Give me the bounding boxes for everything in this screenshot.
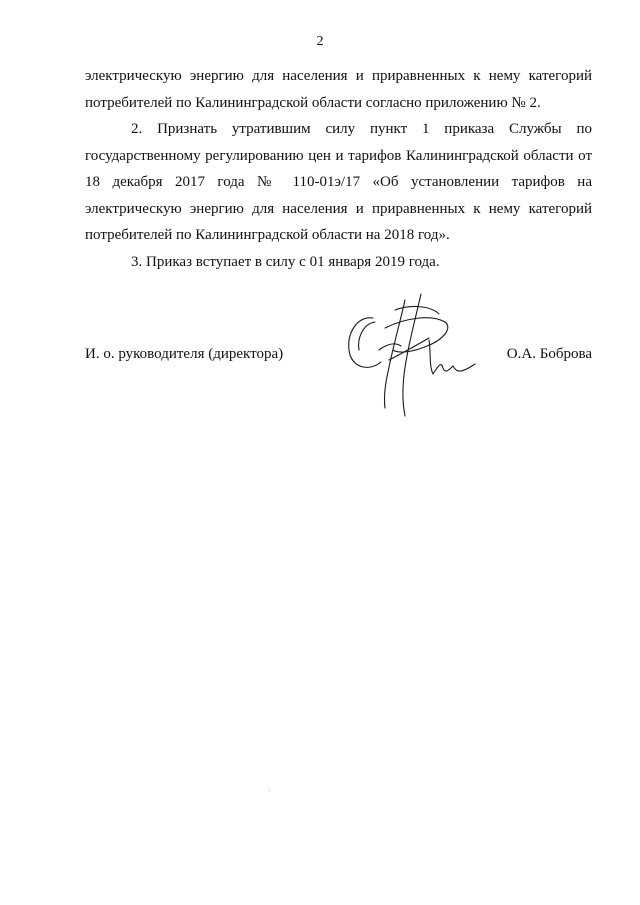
scan-artifact: [269, 790, 270, 791]
signatory-title: И. о. руководителя (директора): [85, 346, 284, 362]
signatory-name: О.А. Боброва: [506, 346, 592, 362]
document-body: [85, 63, 592, 275]
page-number: 2: [316, 34, 324, 49]
paragraph-item-3: 3. Приказ вступает в силу с 01 января 2019 года.: [131, 253, 440, 270]
paragraph-continuation: электрическую энергию для населения и приравненных к нему категорий потребителей по Калининградской области согласно приложению № 2.: [85, 68, 592, 111]
handwritten-signature-icon: [335, 288, 480, 423]
paragraph-item-2: 2. Признать утратившим силу пункт 1 приказа Службы по государственному регулированию цен и тарифов Калининградской области от 18 декабря 2017 года № 110-01э/17 «Об установлении тарифов на электрическую энергию для населения и приравненных к нему категорий потребителей по Калининградской области на 2018 год».: [85, 121, 592, 243]
